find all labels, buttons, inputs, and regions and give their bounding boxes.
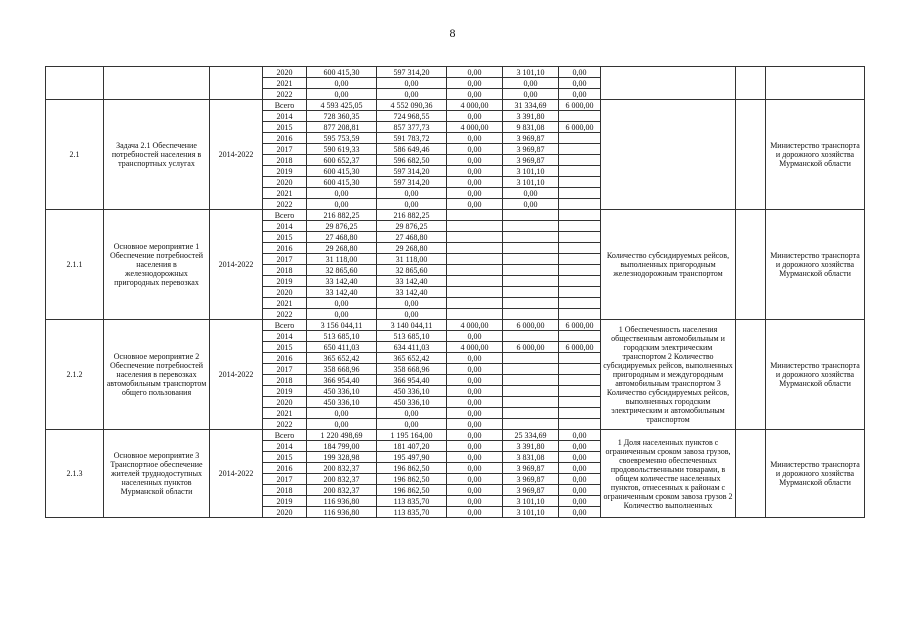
amount-cell: 0,00 [447,397,503,408]
amount-cell: 0,00 [447,353,503,364]
amount-cell: 3 391,80 [503,441,559,452]
row-name [104,67,210,100]
amount-cell [559,265,601,276]
amount-cell [559,408,601,419]
amount-cell: 591 783,72 [377,133,447,144]
amount-cell: 724 968,55 [377,111,447,122]
amount-cell: 200 832,37 [307,474,377,485]
amount-cell: 0,00 [307,188,377,199]
year-cell: 2019 [263,496,307,507]
table-row [46,210,865,221]
year-cell: 2014 [263,111,307,122]
amount-cell: 116 936,80 [307,496,377,507]
amount-cell [503,298,559,309]
amount-cell: 0,00 [447,463,503,474]
amount-cell: 0,00 [377,408,447,419]
amount-cell: 0,00 [559,507,601,518]
row-executor: Министерство транспорта и дорожного хозяйства Мурманской области [766,100,865,210]
amount-cell: 0,00 [503,89,559,100]
amount-cell [503,353,559,364]
amount-cell [559,221,601,232]
amount-cell: 586 649,46 [377,144,447,155]
amount-cell: 199 328,98 [307,452,377,463]
year-cell: 2018 [263,485,307,496]
amount-cell [503,309,559,320]
year-cell: 2018 [263,265,307,276]
amount-cell: 31 334,69 [503,100,559,111]
year-cell: Всего [263,430,307,441]
amount-cell [559,254,601,265]
amount-cell [447,210,503,221]
amount-cell [559,298,601,309]
amount-cell: 600 415,30 [307,166,377,177]
amount-cell: 29 876,25 [377,221,447,232]
amount-cell: 0,00 [447,133,503,144]
amount-cell: 113 835,70 [377,507,447,518]
amount-cell: 0,00 [447,111,503,122]
amount-cell: 6 000,00 [559,320,601,331]
program-table [45,66,865,518]
amount-cell [559,309,601,320]
amount-cell: 113 835,70 [377,496,447,507]
amount-cell: 0,00 [377,199,447,210]
amount-cell: 4 000,00 [447,100,503,111]
amount-cell: 590 619,33 [307,144,377,155]
year-cell: 2017 [263,364,307,375]
amount-cell: 196 862,50 [377,485,447,496]
row-period: 2014-2022 [210,320,263,430]
amount-cell [559,287,601,298]
amount-cell: 216 882,25 [377,210,447,221]
row-indicator [601,100,736,210]
amount-cell [447,221,503,232]
amount-cell: 3 101,10 [503,177,559,188]
column-gap [736,430,766,518]
amount-cell: 3 969,87 [503,474,559,485]
amount-cell [447,309,503,320]
row-name: Основное мероприятие 2 Обеспечение потребностей населения в перевозках автомобильным транспортом общего пользования [104,320,210,430]
amount-cell [503,276,559,287]
amount-cell [559,111,601,122]
amount-cell: 3 969,87 [503,144,559,155]
amount-cell: 365 652,42 [307,353,377,364]
amount-cell: 597 314,20 [377,177,447,188]
year-cell: 2020 [263,67,307,78]
amount-cell: 0,00 [447,441,503,452]
amount-cell: 0,00 [503,199,559,210]
amount-cell: 3 101,10 [503,507,559,518]
amount-cell: 3 101,10 [503,166,559,177]
amount-cell [503,254,559,265]
amount-cell [503,331,559,342]
row-indicator: Количество субсидируемых рейсов, выполненных пригородным железнодорожным транспортом [601,210,736,320]
amount-cell: 0,00 [559,89,601,100]
amount-cell [559,210,601,221]
amount-cell: 0,00 [447,452,503,463]
year-cell: 2017 [263,144,307,155]
amount-cell: 0,00 [447,166,503,177]
row-indicator: 1 Обеспеченность населения общественным автомобильным и городским электрическим транспортом 2 Количество субсидируемых рейсов, выполненных пригородным и междугородным автомобильным транспортом 3 Количество субсидируемых рейсов, выполненных городским электрическим и автомобильным транспортом [601,320,736,430]
year-cell: 2016 [263,463,307,474]
amount-cell [559,276,601,287]
amount-cell: 33 142,40 [377,287,447,298]
amount-cell: 196 862,50 [377,474,447,485]
year-cell: Всего [263,320,307,331]
year-cell: 2022 [263,199,307,210]
amount-cell: 366 954,40 [307,375,377,386]
year-cell: 2016 [263,133,307,144]
amount-cell [447,265,503,276]
amount-cell: 6 000,00 [559,342,601,353]
year-cell: 2020 [263,507,307,518]
year-cell: 2015 [263,122,307,133]
row-code: 2.1.1 [46,210,104,320]
table-row [46,67,865,78]
amount-cell [503,232,559,243]
amount-cell [447,287,503,298]
amount-cell: 6 000,00 [559,100,601,111]
year-cell: 2014 [263,331,307,342]
amount-cell: 0,00 [447,78,503,89]
amount-cell: 4 000,00 [447,320,503,331]
year-cell: 2017 [263,254,307,265]
year-cell: 2018 [263,155,307,166]
amount-cell: 0,00 [307,309,377,320]
column-gap [736,320,766,430]
amount-cell [559,375,601,386]
amount-cell: 31 118,00 [307,254,377,265]
year-cell: Всего [263,210,307,221]
amount-cell: 857 377,73 [377,122,447,133]
year-cell: 2019 [263,386,307,397]
amount-cell: 0,00 [559,485,601,496]
row-executor: Министерство транспорта и дорожного хозяйства Мурманской области [766,430,865,518]
amount-cell: 0,00 [307,199,377,210]
amount-cell: 216 882,25 [307,210,377,221]
amount-cell: 0,00 [447,144,503,155]
amount-cell: 181 407,20 [377,441,447,452]
amount-cell: 0,00 [377,419,447,430]
amount-cell [559,243,601,254]
amount-cell [503,375,559,386]
amount-cell: 450 336,10 [307,386,377,397]
row-period: 2014-2022 [210,210,263,320]
amount-cell: 600 415,30 [307,177,377,188]
amount-cell: 0,00 [559,78,601,89]
year-cell: 2022 [263,89,307,100]
amount-cell: 27 468,80 [377,232,447,243]
amount-cell: 4 000,00 [447,342,503,353]
row-name: Основное мероприятие 3 Транспортное обеспечение жителей труднодоступных населенных пунктов Мурманской области [104,430,210,518]
amount-cell: 728 360,35 [307,111,377,122]
amount-cell: 1 195 164,00 [377,430,447,441]
amount-cell [503,243,559,254]
amount-cell: 0,00 [559,430,601,441]
amount-cell: 200 832,37 [307,463,377,474]
amount-cell [447,276,503,287]
column-gap [736,210,766,320]
amount-cell [559,353,601,364]
column-gap [736,67,766,100]
amount-cell: 6 000,00 [503,342,559,353]
amount-cell: 0,00 [559,463,601,474]
amount-cell: 358 668,96 [307,364,377,375]
amount-cell: 116 936,80 [307,507,377,518]
amount-cell [447,243,503,254]
amount-cell: 0,00 [503,188,559,199]
amount-cell [503,386,559,397]
amount-cell: 0,00 [447,188,503,199]
amount-cell: 27 468,80 [307,232,377,243]
amount-cell: 600 415,30 [307,67,377,78]
amount-cell: 0,00 [447,386,503,397]
row-name: Основное мероприятие 1 Обеспечение потребностей населения в железнодорожных пригородных перевозках [104,210,210,320]
amount-cell [447,232,503,243]
amount-cell: 200 832,37 [307,485,377,496]
amount-cell: 3 101,10 [503,67,559,78]
amount-cell [503,419,559,430]
amount-cell: 33 142,40 [307,276,377,287]
row-code: 2.1.3 [46,430,104,518]
amount-cell: 0,00 [559,452,601,463]
row-code: 2.1.2 [46,320,104,430]
amount-cell: 196 862,50 [377,463,447,474]
amount-cell [559,166,601,177]
row-indicator [601,67,736,100]
amount-cell: 25 334,69 [503,430,559,441]
year-cell: Всего [263,100,307,111]
year-cell: 2019 [263,276,307,287]
amount-cell: 29 268,80 [377,243,447,254]
table-row [46,320,865,331]
amount-cell [503,364,559,375]
column-gap [736,100,766,210]
amount-cell: 366 954,40 [377,375,447,386]
year-cell: 2022 [263,419,307,430]
amount-cell [559,364,601,375]
amount-cell: 4 552 090,36 [377,100,447,111]
amount-cell: 0,00 [307,298,377,309]
year-cell: 2014 [263,441,307,452]
amount-cell: 0,00 [377,309,447,320]
amount-cell: 597 314,20 [377,67,447,78]
amount-cell: 0,00 [377,188,447,199]
row-period: 2014-2022 [210,100,263,210]
amount-cell: 358 668,96 [377,364,447,375]
amount-cell: 596 682,50 [377,155,447,166]
amount-cell [559,177,601,188]
amount-cell: 0,00 [377,298,447,309]
amount-cell: 3 969,87 [503,133,559,144]
amount-cell [503,397,559,408]
amount-cell: 3 831,08 [503,452,559,463]
year-cell: 2014 [263,221,307,232]
amount-cell: 6 000,00 [503,320,559,331]
amount-cell: 9 831,08 [503,122,559,133]
amount-cell [559,419,601,430]
amount-cell [559,397,601,408]
amount-cell [559,133,601,144]
amount-cell: 0,00 [447,430,503,441]
year-cell: 2020 [263,177,307,188]
amount-cell: 0,00 [559,496,601,507]
amount-cell: 365 652,42 [377,353,447,364]
amount-cell [559,144,601,155]
year-cell: 2021 [263,78,307,89]
amount-cell: 0,00 [447,419,503,430]
row-indicator: 1 Доля населенных пунктов с ограниченным сроком завоза грузов, своевременно обеспеченных продовольственными товарами, в общем количестве населенных пунктов, отнесенных к районам с ограниченным сроком завоза грузов 2 Количество выполненных [601,430,736,518]
amount-cell: 31 118,00 [377,254,447,265]
amount-cell: 0,00 [559,67,601,78]
amount-cell: 0,00 [447,375,503,386]
amount-cell: 0,00 [447,155,503,166]
amount-cell: 29 268,80 [307,243,377,254]
year-cell: 2020 [263,287,307,298]
amount-cell [559,386,601,397]
amount-cell: 0,00 [447,496,503,507]
year-cell: 2021 [263,188,307,199]
amount-cell: 3 969,87 [503,155,559,166]
amount-cell [559,232,601,243]
amount-cell: 0,00 [559,474,601,485]
amount-cell: 0,00 [447,408,503,419]
row-code [46,67,104,100]
amount-cell: 33 142,40 [377,276,447,287]
amount-cell [503,408,559,419]
year-cell: 2015 [263,452,307,463]
amount-cell: 0,00 [447,364,503,375]
amount-cell: 3 391,80 [503,111,559,122]
amount-cell: 184 799,00 [307,441,377,452]
amount-cell: 513 685,10 [307,331,377,342]
year-cell: 2022 [263,309,307,320]
row-executor: Министерство транспорта и дорожного хозяйства Мурманской области [766,210,865,320]
row-executor: Министерство транспорта и дорожного хозяйства Мурманской области [766,320,865,430]
amount-cell: 0,00 [447,67,503,78]
amount-cell [559,188,601,199]
amount-cell [503,210,559,221]
amount-cell [447,254,503,265]
amount-cell: 0,00 [447,89,503,100]
amount-cell [559,199,601,210]
amount-cell: 3 101,10 [503,496,559,507]
amount-cell: 0,00 [377,78,447,89]
year-cell: 2019 [263,166,307,177]
amount-cell: 1 220 498,69 [307,430,377,441]
year-cell: 2015 [263,342,307,353]
amount-cell: 877 208,81 [307,122,377,133]
row-code: 2.1 [46,100,104,210]
amount-cell [503,265,559,276]
year-cell: 2016 [263,243,307,254]
amount-cell: 450 336,10 [377,397,447,408]
row-name: Задача 2.1 Обеспечение потребностей населения в транспортных услугах [104,100,210,210]
year-cell: 2018 [263,375,307,386]
year-cell: 2017 [263,474,307,485]
amount-cell: 3 969,87 [503,463,559,474]
amount-cell: 3 140 044,11 [377,320,447,331]
year-cell: 2021 [263,298,307,309]
amount-cell: 4 593 425,05 [307,100,377,111]
page-number: 8 [449,26,456,40]
amount-cell: 0,00 [447,199,503,210]
row-period [210,67,263,100]
amount-cell: 32 865,60 [307,265,377,276]
amount-cell: 0,00 [447,507,503,518]
amount-cell: 6 000,00 [559,122,601,133]
table-row [46,100,865,111]
amount-cell: 597 314,20 [377,166,447,177]
year-cell: 2016 [263,353,307,364]
amount-cell: 0,00 [447,485,503,496]
amount-cell: 0,00 [377,89,447,100]
row-executor [766,67,865,100]
year-cell: 2021 [263,408,307,419]
amount-cell: 600 652,37 [307,155,377,166]
amount-cell: 4 000,00 [447,122,503,133]
amount-cell: 650 411,03 [307,342,377,353]
row-period: 2014-2022 [210,430,263,518]
amount-cell: 0,00 [447,331,503,342]
amount-cell: 0,00 [307,419,377,430]
amount-cell: 33 142,40 [307,287,377,298]
amount-cell [447,298,503,309]
amount-cell: 595 753,59 [307,133,377,144]
amount-cell: 3 156 044,11 [307,320,377,331]
amount-cell: 29 876,25 [307,221,377,232]
year-cell: 2015 [263,232,307,243]
amount-cell: 0,00 [447,474,503,485]
amount-cell: 634 411,03 [377,342,447,353]
amount-cell [559,155,601,166]
amount-cell [503,221,559,232]
year-cell: 2020 [263,397,307,408]
amount-cell [559,331,601,342]
amount-cell: 513 685,10 [377,331,447,342]
amount-cell: 0,00 [447,177,503,188]
program-table-body [46,67,865,518]
amount-cell: 0,00 [307,408,377,419]
amount-cell: 450 336,10 [307,397,377,408]
amount-cell [503,287,559,298]
amount-cell: 0,00 [503,78,559,89]
amount-cell: 450 336,10 [377,386,447,397]
amount-cell: 3 969,87 [503,485,559,496]
amount-cell: 32 865,60 [377,265,447,276]
amount-cell: 0,00 [307,89,377,100]
amount-cell: 0,00 [559,441,601,452]
amount-cell: 0,00 [307,78,377,89]
amount-cell: 195 497,90 [377,452,447,463]
table-row [46,430,865,441]
